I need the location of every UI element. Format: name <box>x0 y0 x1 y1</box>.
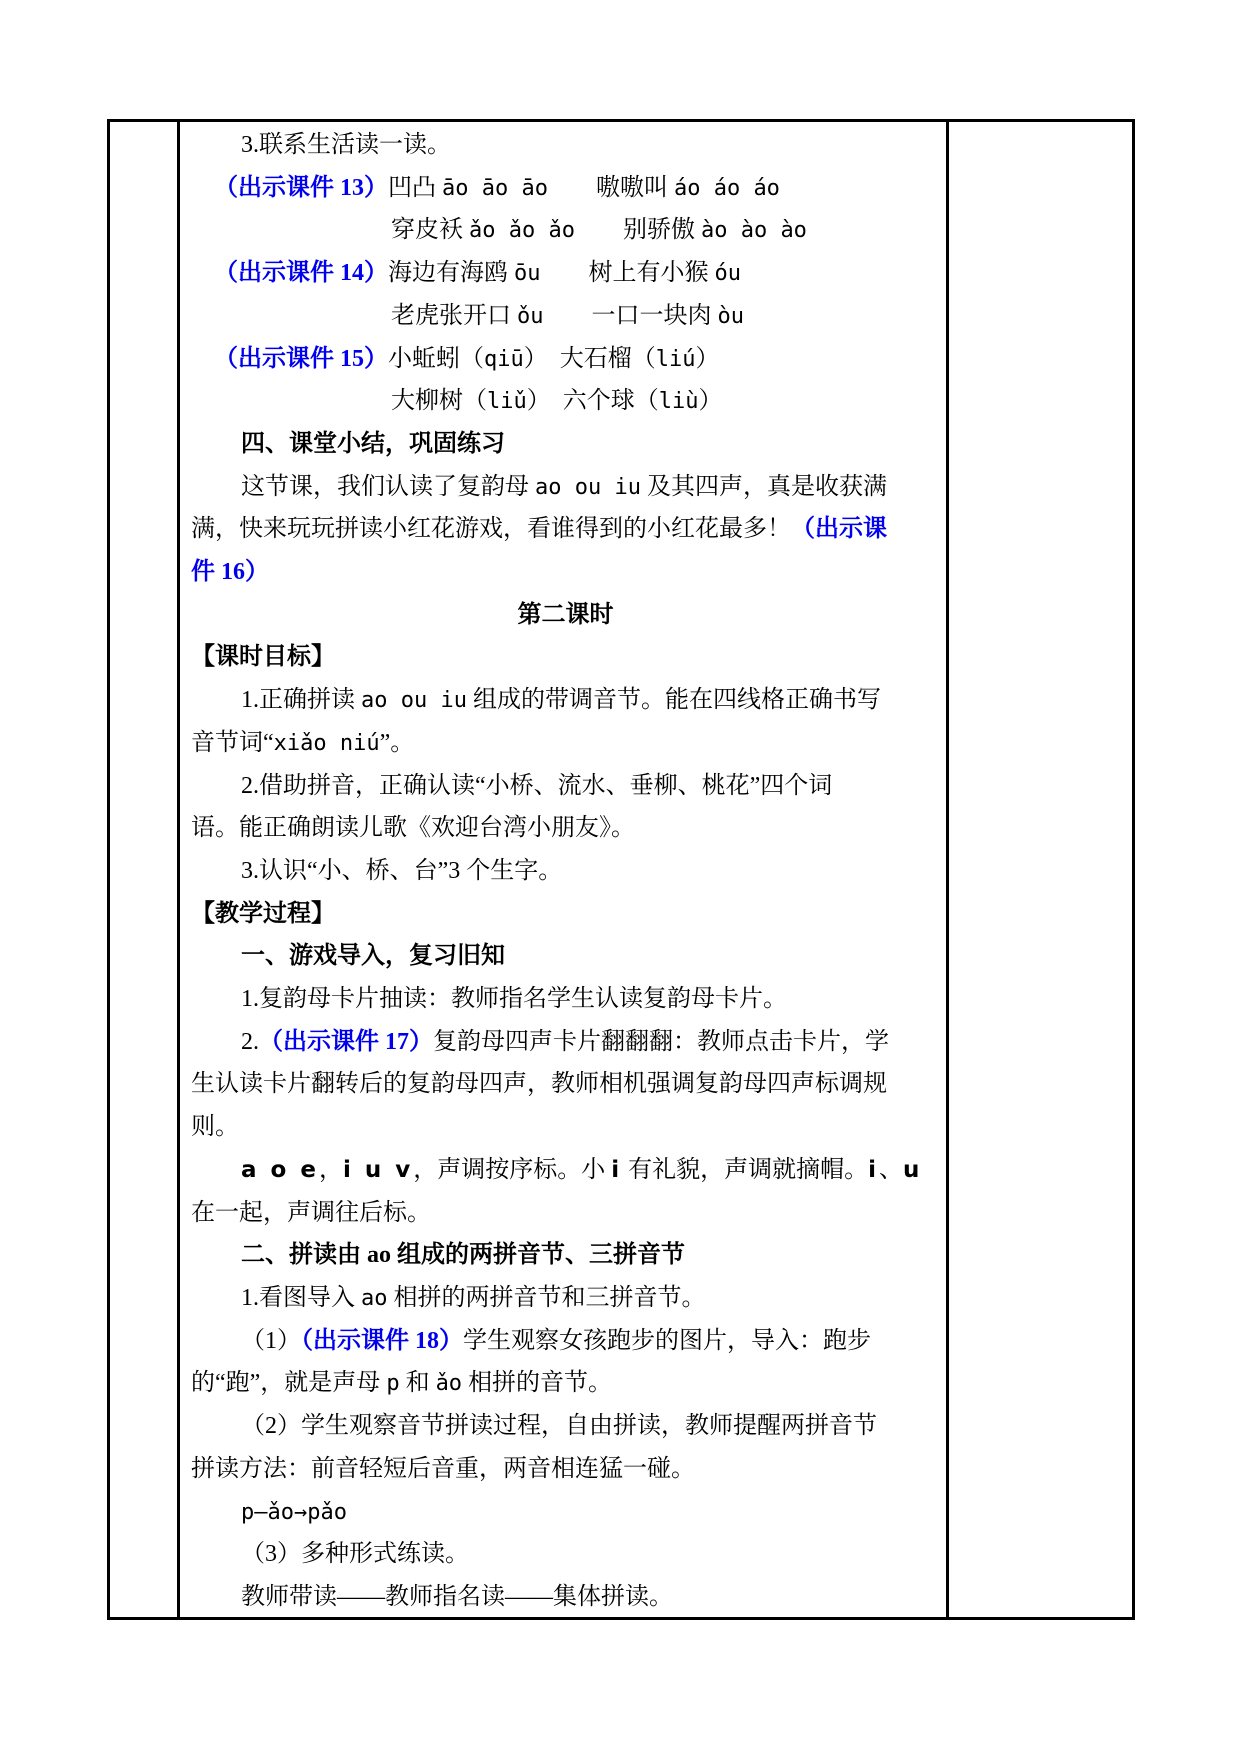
text-segment: 拼读方法：前音轻短后音重，两音相连猛一碰。 <box>191 1455 695 1482</box>
text-line <box>191 893 940 936</box>
text-segment: ao <box>361 1285 388 1311</box>
text-segment: 第二课时 <box>517 601 614 628</box>
text-segment: 则。 <box>191 1114 239 1141</box>
text-line <box>191 1448 940 1491</box>
text-line <box>191 508 940 551</box>
text-segment: 1.正确拼读 <box>241 687 361 714</box>
text-line <box>191 1021 940 1064</box>
text-segment: ào ào ào <box>700 218 807 244</box>
text-line <box>191 1491 940 1534</box>
text-line <box>191 765 940 808</box>
text-line <box>191 338 940 381</box>
text-segment: ao ou iu <box>361 688 467 714</box>
text-segment: ） <box>698 388 723 415</box>
annotation-column-left <box>110 122 180 1617</box>
text-line <box>191 209 940 252</box>
text-segment: 的“跑”，就是声母 <box>191 1370 387 1397</box>
text-line <box>191 978 940 1021</box>
text-segment: ”。 <box>379 729 415 756</box>
text-segment: 在一起，声调往后标。 <box>191 1199 431 1226</box>
text-segment: 凹凸 <box>388 174 442 201</box>
text-segment: 相拼的音节。 <box>462 1370 613 1397</box>
text-line <box>191 1063 940 1106</box>
text-segment: 及其四声，真是收获满 <box>640 473 887 500</box>
text-segment: liù <box>658 389 699 415</box>
text-segment: i <box>611 1156 623 1183</box>
text-line <box>191 1234 940 1277</box>
text-segment: ǒu <box>517 303 544 329</box>
text-line <box>191 679 940 722</box>
courseware-cue: （出示课件 14） <box>214 260 388 287</box>
text-segment: 大柳树（ <box>391 388 487 415</box>
courseware-cue: 件 16） <box>191 559 269 586</box>
text-line <box>191 466 940 509</box>
text-segment: 教师带读——教师指名读——集体拼读。 <box>241 1583 673 1610</box>
text-line <box>191 295 940 338</box>
text-segment: （2）学生观察音节拼读过程，自由拼读，教师提醒两拼音节 <box>241 1413 877 1440</box>
text-segment: p—ǎo→pǎo <box>241 1499 347 1525</box>
text-line <box>191 380 940 423</box>
text-segment: óu <box>714 261 741 287</box>
text-segment: 一口一块肉 <box>543 302 718 329</box>
text-segment: 【课时目标】 <box>191 644 335 671</box>
text-segment: liǔ <box>487 389 527 415</box>
text-segment: ， <box>318 1156 343 1183</box>
text-segment: 组成的带调音节。能在四线格正确书写 <box>466 687 881 714</box>
text-segment: a o e <box>241 1156 319 1183</box>
text-segment: ōu <box>514 261 541 287</box>
text-line <box>191 1576 940 1617</box>
text-line <box>191 1362 940 1405</box>
text-segment: ） 六个球（ <box>526 388 659 415</box>
annotation-column-right <box>949 122 1132 1617</box>
text-line <box>191 850 940 893</box>
text-segment: i <box>868 1156 879 1183</box>
text-line <box>191 1320 940 1363</box>
text-segment: （1） <box>241 1327 301 1354</box>
text-segment: 2.借助拼音，正确认读“小桥、流水、垂柳、桃花”四个词 <box>241 772 833 799</box>
text-segment: i u v <box>342 1156 414 1183</box>
text-segment: qiū <box>484 346 524 372</box>
courseware-cue: （出示课件 18） <box>301 1327 463 1354</box>
text-segment: 穿皮袄 <box>391 217 469 244</box>
text-segment: 别骄傲 <box>574 217 701 244</box>
text-segment: 语。能正确朗读儿歌《欢迎台湾小朋友》。 <box>191 815 635 842</box>
text-segment: 2. <box>241 1028 259 1055</box>
text-segment: 一、游戏导入，复习旧知 <box>241 943 505 970</box>
text-segment: 小蚯蚓（ <box>388 345 484 372</box>
text-segment: 1.看图导入 <box>241 1284 361 1311</box>
text-line <box>191 167 940 210</box>
text-segment: ，声调按序标。小 <box>413 1156 612 1183</box>
text-segment: 老虎张开口 <box>391 302 517 329</box>
text-segment: 、 <box>878 1156 903 1183</box>
text-line <box>191 1192 940 1235</box>
text-line <box>191 1277 940 1320</box>
text-segment: 音节词“ <box>191 729 274 756</box>
text-segment: áo áo áo <box>673 175 780 201</box>
lesson-content-column <box>180 122 949 1617</box>
text-segment: 有礼貌，声调就摘帽。 <box>622 1156 869 1183</box>
text-segment: （3）多种形式练读。 <box>241 1541 469 1568</box>
text-segment: 生认读卡片翻转后的复韵母四声，教师相机强调复韵母四声标调规 <box>191 1071 887 1098</box>
text-segment: liú <box>655 346 696 372</box>
text-segment: ǎo ǎo ǎo <box>469 218 575 244</box>
text-line <box>191 1405 940 1448</box>
text-segment: 相拼的两拼音节和三拼音节。 <box>387 1284 706 1311</box>
text-segment: ） <box>695 345 720 372</box>
text-segment: 满，快来玩玩拼读小红花游戏，看谁得到的小红花最多！ <box>191 516 791 543</box>
text-segment: 树上有小猴 <box>540 260 715 287</box>
text-line <box>191 551 940 594</box>
text-segment: 嗷嗷叫 <box>547 174 674 201</box>
lesson-plan-table <box>107 119 1135 1620</box>
text-segment: 学生观察女孩跑步的图片，导入：跑步 <box>463 1327 871 1354</box>
text-segment: ǎo <box>435 1371 463 1397</box>
text-line <box>191 722 940 765</box>
text-line <box>191 252 940 295</box>
text-segment: 和 <box>399 1370 436 1397</box>
text-segment: u <box>902 1156 923 1183</box>
text-line <box>191 1533 940 1576</box>
text-line <box>191 1106 940 1149</box>
text-segment: 二、拼读由 ao 组成的两拼音节、三拼音节 <box>241 1242 685 1269</box>
courseware-cue: （出示课件 15） <box>214 345 388 372</box>
courseware-cue: （出示课件 13） <box>214 174 388 201</box>
text-segment: òu <box>717 303 744 329</box>
text-segment: 【教学过程】 <box>191 900 335 927</box>
courseware-cue: （出示课 <box>791 516 887 543</box>
courseware-cue: （出示课件 17） <box>259 1028 433 1055</box>
text-segment: 海边有海鸥 <box>388 260 514 287</box>
text-line <box>191 935 940 978</box>
text-segment: xiǎo niú <box>273 730 380 756</box>
text-line <box>191 124 940 167</box>
text-segment: p <box>386 1371 400 1397</box>
text-segment: ao ou iu <box>535 474 641 500</box>
text-segment: 复韵母四声卡片翻翻翻：教师点击卡片，学 <box>433 1028 889 1055</box>
text-segment: 这节课，我们认读了复韵母 <box>241 473 535 500</box>
text-segment: ） 大石榴（ <box>523 345 656 372</box>
text-segment: 3.联系生活读一读。 <box>241 132 451 158</box>
text-line <box>191 594 940 637</box>
text-segment: 3.认识“小、桥、台”3 个生字。 <box>241 857 563 884</box>
text-line <box>191 807 940 850</box>
text-line <box>191 423 940 466</box>
text-segment: 1.复韵母卡片抽读：教师指名学生认读复韵母卡片。 <box>241 986 787 1013</box>
text-segment: 四、课堂小结，巩固练习 <box>241 430 505 457</box>
text-line <box>191 1149 940 1192</box>
text-line <box>191 636 940 679</box>
text-segment: āo āo āo <box>442 175 548 201</box>
